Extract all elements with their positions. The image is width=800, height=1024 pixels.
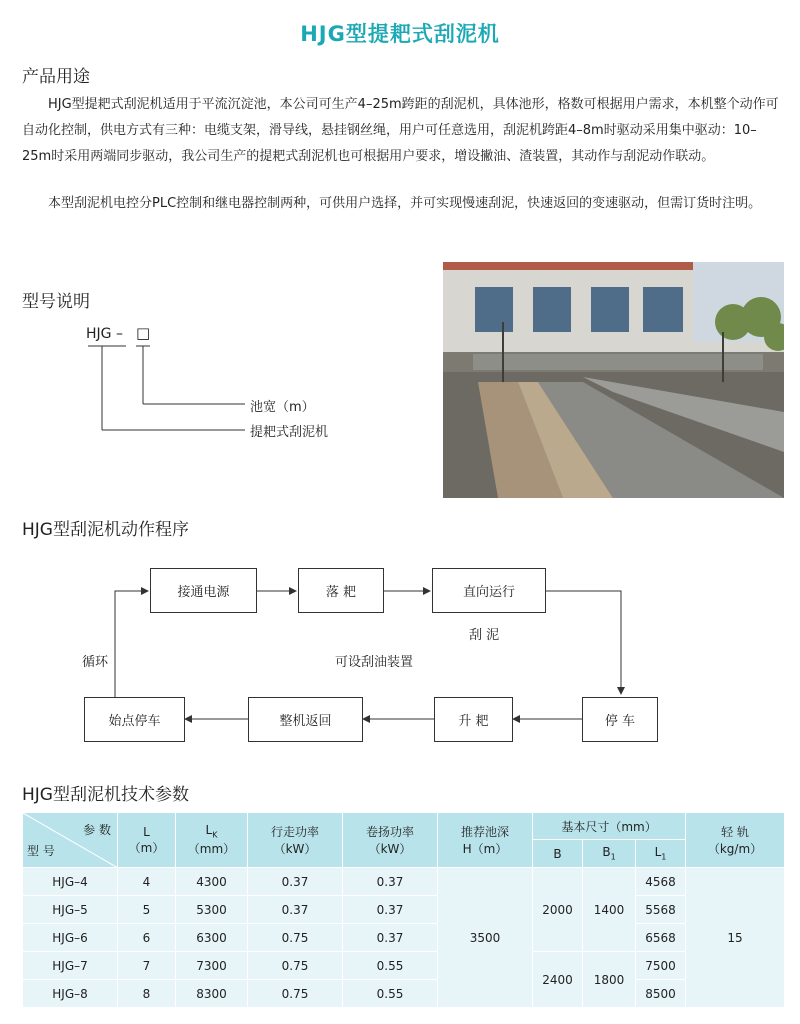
- header-travel-unit: （kW）: [273, 842, 317, 856]
- cell-winch: 0.37: [343, 868, 438, 896]
- corner-top-label: 参 数: [83, 823, 111, 837]
- flow-label-scrape: 刮 泥: [469, 628, 500, 643]
- cell-L1: 6568: [636, 924, 686, 952]
- cell-winch: 0.55: [343, 980, 438, 1008]
- header-depth-unit: H（m）: [462, 842, 508, 856]
- cell-model: HJG–5: [23, 896, 118, 924]
- header-Lk-label: L: [205, 823, 213, 838]
- table-row: [23, 980, 785, 1008]
- flow-label-cycle: 循环: [82, 655, 109, 670]
- flow-heading: HJG型刮泥机动作程序: [22, 520, 189, 540]
- model-label-type: 提耙式刮泥机: [250, 425, 329, 440]
- cell-Lk: 8300: [176, 980, 248, 1008]
- header-L1-sub: 1: [661, 852, 667, 862]
- page-title: HJG型提耙式刮泥机: [300, 22, 500, 46]
- header-B: B: [533, 840, 583, 868]
- header-L-unit: （m）: [128, 840, 165, 855]
- cell-rail: 15: [686, 868, 785, 1008]
- flow-step-return: 整机返回: [248, 697, 363, 742]
- cell-winch: 0.37: [343, 896, 438, 924]
- header-travel: [248, 813, 343, 868]
- cell-travel: 0.75: [248, 924, 343, 952]
- cell-model: HJG–7: [23, 952, 118, 980]
- cell-B1-group-b: 1800: [583, 952, 636, 1008]
- cell-L1: 8500: [636, 980, 686, 1008]
- header-L-label: L: [143, 824, 150, 839]
- header-rail-label: 轻 轨: [721, 825, 749, 839]
- cell-B-group-a: 2000: [533, 868, 583, 952]
- table-row: [23, 896, 785, 924]
- header-B1: [583, 840, 636, 868]
- cell-Lk: 7300: [176, 952, 248, 980]
- corner-header: [23, 813, 118, 868]
- cell-L: 4: [118, 868, 176, 896]
- usage-paragraph-1: HJG型提耙式刮泥机适用于平流沉淀池，本公司可生产4–25m跨距的刮泥机，具体池形，格数可根据用户需求，本机整个动作可自动化控制，供电方式有三种：电缆支架，滑导线，悬挂钢丝绳，用户可任意选用，刮泥机跨距4–8m时驱动采用集中驱动：10–25m时采用两端同步驱动，我公司生产的提耙式刮泥机也可根据用户要求，增设撇油、渣装置，其动作与刮泥动作联动。: [22, 97, 779, 164]
- flow-label-oil: 可设刮油装置: [335, 655, 414, 670]
- model-heading: 型号说明: [22, 292, 90, 312]
- cell-L: 8: [118, 980, 176, 1008]
- cell-L: 5: [118, 896, 176, 924]
- cell-model: HJG–6: [23, 924, 118, 952]
- header-Lk-sub: K: [212, 830, 218, 840]
- header-winch: [343, 813, 438, 868]
- header-rail-unit: （kg/m）: [707, 842, 763, 856]
- cell-model: HJG–8: [23, 980, 118, 1008]
- table-row: [23, 924, 785, 952]
- flow-step-forward: 直向运行: [432, 568, 546, 613]
- model-code: HJG –: [86, 326, 123, 342]
- header-depth: [438, 813, 533, 868]
- header-Lk-unit: （mm）: [187, 841, 236, 856]
- cell-model: HJG–4: [23, 868, 118, 896]
- flow-step-origin-stop: 始点停车: [84, 697, 185, 742]
- flow-step-raise-rake: 升 耙: [434, 697, 513, 742]
- table-row: [23, 868, 785, 896]
- usage-heading: 产品用途: [22, 67, 90, 87]
- cell-L: 7: [118, 952, 176, 980]
- cell-travel: 0.75: [248, 952, 343, 980]
- cell-B-group-b: 2400: [533, 952, 583, 1008]
- header-Lk: [176, 813, 248, 868]
- header-winch-label: 卷扬功率: [365, 825, 414, 839]
- usage-paragraph-2: 本型刮泥机电控分PLC控制和继电器控制两种，可供用户选择，并可实现慢速刮泥，快速返回的变速驱动，但需订货时注明。: [48, 196, 762, 211]
- cell-L: 6: [118, 924, 176, 952]
- header-L1: [636, 840, 686, 868]
- header-L: [118, 813, 176, 868]
- cell-Lk: 4300: [176, 868, 248, 896]
- cell-depth: 3500: [438, 868, 533, 1008]
- header-B1-label: B: [602, 845, 611, 860]
- table-row: [23, 952, 785, 980]
- cell-B1-group-a: 1400: [583, 868, 636, 952]
- flow-step-lower-rake: 落 耙: [298, 568, 384, 613]
- header-depth-label: 推荐池深: [460, 825, 509, 839]
- model-label-width: 池宽（m）: [250, 400, 315, 415]
- cell-winch: 0.55: [343, 952, 438, 980]
- header-B1-sub: 1: [610, 852, 616, 862]
- params-table: [22, 812, 785, 1008]
- cell-L1: 4568: [636, 868, 686, 896]
- flow-step-power-on: 接通电源: [150, 568, 257, 613]
- header-L1-label: L: [654, 845, 662, 860]
- cell-winch: 0.37: [343, 924, 438, 952]
- cell-travel: 0.37: [248, 896, 343, 924]
- cell-travel: 0.75: [248, 980, 343, 1008]
- cell-Lk: 5300: [176, 896, 248, 924]
- header-basic-size: 基本尺寸（mm）: [533, 813, 686, 840]
- params-heading: HJG型刮泥机技术参数: [22, 785, 189, 805]
- flow-step-stop: 停 车: [582, 697, 658, 742]
- header-travel-label: 行走功率: [270, 825, 319, 839]
- model-box: □: [136, 324, 151, 342]
- corner-bottom-label: 型 号: [27, 844, 55, 858]
- cell-L1: 7500: [636, 952, 686, 980]
- cell-L1: 5568: [636, 896, 686, 924]
- cell-Lk: 6300: [176, 924, 248, 952]
- cell-travel: 0.37: [248, 868, 343, 896]
- header-rail: [686, 813, 785, 868]
- header-winch-unit: （kW）: [368, 842, 412, 856]
